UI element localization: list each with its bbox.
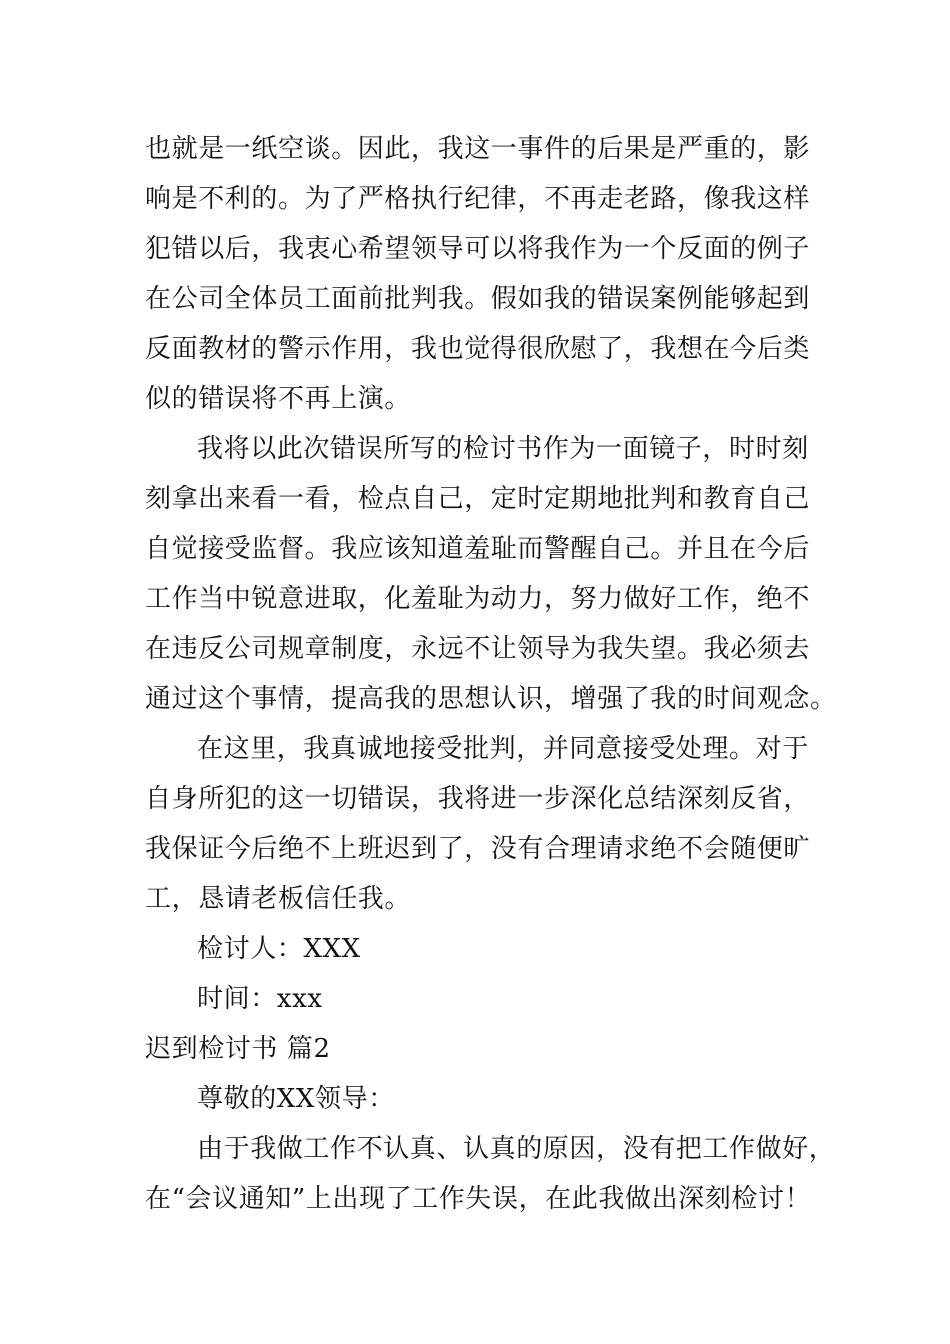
text-line: 在“会议通知”上出现了工作失误，在此我做出深刻检讨！ — [145, 1184, 812, 1214]
text-line: 工，恳请老板信任我。 — [145, 884, 412, 914]
text-line: 刻拿出来看一看，检点自己，定时定期地批判和教育自己 — [145, 484, 811, 514]
text-line: 在这里，我真诚地接受批判，并同意接受处理。对于 — [197, 734, 809, 764]
text-line: 通过这个事情，提高我的思想认识，增强了我的时间观念。 — [145, 684, 837, 714]
text-line: 反面教材的警示作用，我也觉得很欣慰了，我想在今后类 — [145, 334, 811, 364]
text-line: 工作当中锐意进取，化羞耻为动力，努力做好工作，绝不 — [145, 584, 811, 614]
section-title: 迟到检讨书 篇2 — [145, 1034, 331, 1064]
text-line: 自身所犯的这一切错误，我将进一步深化总结深刻反省， — [145, 784, 811, 814]
text-line: 似的错误将不再上演。 — [145, 384, 412, 414]
text-line: 也就是一纸空谈。因此，我这一事件的后果是严重的，影 — [145, 134, 811, 164]
text-line: 由于我做工作不认真、认真的原因，没有把工作做好， — [197, 1134, 836, 1164]
text-line: 在违反公司规章制度，永远不让领导为我失望。我必须去 — [145, 634, 811, 664]
text-line: 自觉接受监督。我应该知道羞耻而警醒自己。并且在今后 — [145, 534, 811, 564]
salutation: 尊敬的XX领导： — [197, 1084, 395, 1114]
signature-line: 检讨人：XXX — [197, 934, 361, 964]
text-line: 响是不利的。为了严格执行纪律，不再走老路，像我这样 — [145, 184, 811, 214]
text-line: 我保证今后绝不上班迟到了，没有合理请求绝不会随便旷 — [145, 834, 811, 864]
text-line: 我将以此次错误所写的检讨书作为一面镜子，时时刻 — [197, 434, 809, 464]
date-line: 时间：xxx — [197, 984, 323, 1014]
text-line: 犯错以后，我衷心希望领导可以将我作为一个反面的例子 — [145, 234, 811, 264]
text-line: 在公司全体员工面前批判我。假如我的错误案例能够起到 — [145, 284, 811, 314]
